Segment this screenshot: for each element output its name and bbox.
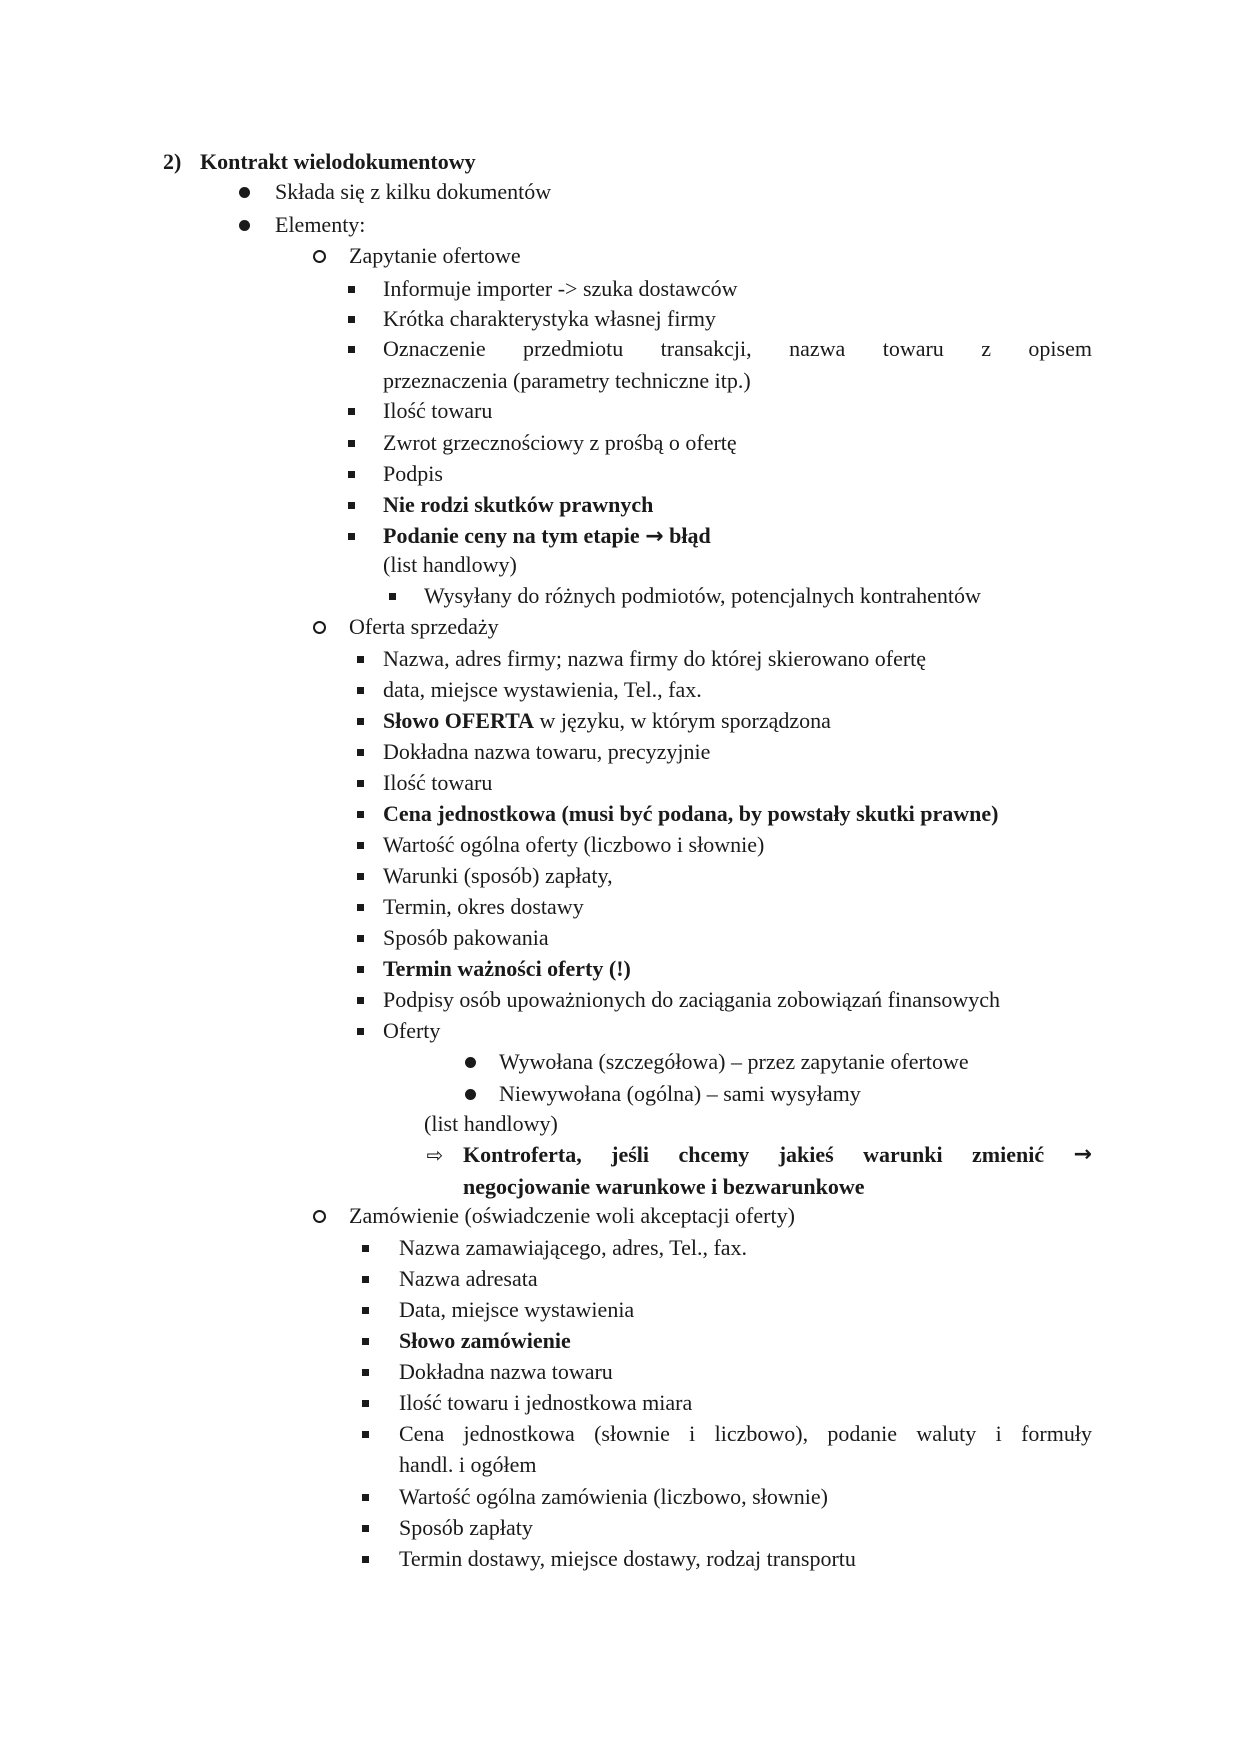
subsection-title: Oferta sprzedaży: [349, 614, 499, 639]
list-item: Podpis: [383, 461, 443, 486]
list-item: Dokładna nazwa towaru: [399, 1359, 613, 1384]
list-item: Składa się z kilku dokumentów: [275, 179, 552, 204]
bullet-square: [362, 1525, 369, 1532]
list-item: Dokładna nazwa towaru, precyzyjnie: [383, 739, 711, 764]
arrow-right-icon: →: [1073, 1142, 1092, 1167]
justified-line: [399, 1419, 1092, 1449]
list-item: Termin dostawy, miejsce dostawy, rodzaj transportu: [399, 1546, 856, 1571]
bullet-square: [348, 286, 355, 293]
bullet-dot: [239, 220, 250, 231]
bullet-square: [362, 1400, 369, 1407]
bullet-square: [348, 440, 355, 447]
note: (list handlowy): [383, 552, 517, 577]
list-item: Informuje importer -> szuka dostawców: [383, 276, 738, 301]
word: towaru: [882, 336, 944, 361]
list-item-continuation: negocjowanie warunkowe i bezwarunkowe: [463, 1174, 865, 1199]
justified-line: [383, 334, 1092, 364]
bullet-square: [357, 966, 364, 973]
text: w języku, w którym sporządzona: [534, 708, 831, 733]
list-item: Nie rodzi skutków prawnych: [383, 492, 654, 517]
list-item-continuation: przeznaczenia (parametry techniczne itp.): [383, 368, 751, 393]
word: (słownie: [594, 1421, 670, 1446]
list-item: Nazwa adresata: [399, 1266, 538, 1291]
bullet-square: [357, 780, 364, 787]
bullet-dot: [465, 1057, 476, 1068]
bullet-circle: [313, 1210, 326, 1223]
bullet-square: [362, 1307, 369, 1314]
list-item: Sposób pakowania: [383, 925, 549, 950]
bullet-square: [357, 656, 364, 663]
word: chcemy: [678, 1142, 750, 1167]
justified-line: [463, 1140, 1092, 1170]
bullet-square: [348, 408, 355, 415]
bullet-square: [357, 935, 364, 942]
list-item: [383, 706, 831, 736]
bullet-circle: [313, 621, 326, 634]
list-item: Wartość ogólna zamówienia (liczbowo, słownie): [399, 1484, 828, 1509]
bullet-square: [357, 904, 364, 911]
word: liczbowo),: [714, 1421, 809, 1446]
bullet-square: [362, 1245, 369, 1252]
list-item: Niewywołana (ogólna) – sami wysyłamy: [499, 1081, 861, 1106]
word: jednostkowa: [463, 1421, 575, 1446]
bold-text: Słowo OFERTA: [383, 708, 535, 733]
bullet-dot: [239, 187, 250, 198]
subsection-title: Zamówienie (oświadczenie woli akceptacji oferty): [349, 1203, 795, 1228]
bullet-square: [362, 1276, 369, 1283]
word: opisem: [1028, 336, 1092, 361]
list-item: Data, miejsce wystawienia: [399, 1297, 635, 1322]
list-item: Cena jednostkowa (musi być podana, by powstały skutki prawne): [383, 801, 999, 826]
bullet-square: [357, 873, 364, 880]
text: Podanie ceny na tym etapie: [383, 523, 640, 548]
list-item: Wartość ogólna oferty (liczbowo i słownie): [383, 832, 765, 857]
word: waluty: [916, 1421, 977, 1446]
bullet-square: [362, 1494, 369, 1501]
list-item: Krótka charakterystyka własnej firmy: [383, 306, 716, 331]
section-number: 2): [163, 149, 182, 174]
bullet-square: [348, 502, 355, 509]
word: nazwa: [789, 336, 846, 361]
word: Cena: [399, 1421, 445, 1446]
word: Kontroferta,: [463, 1142, 582, 1167]
bullet-square: [362, 1556, 369, 1563]
bullet-square: [348, 533, 355, 540]
bullet-square: [357, 687, 364, 694]
bullet-dot: [465, 1089, 476, 1100]
list-item: Termin ważności oferty (!): [383, 956, 631, 981]
word: podanie: [827, 1421, 898, 1446]
list-item: Oferty: [383, 1018, 441, 1043]
list-item: Nazwa zamawiającego, adres, Tel., fax.: [399, 1235, 748, 1260]
list-item-continuation: handl. i ogółem: [399, 1452, 537, 1477]
section-title: Kontrakt wielodokumentowy: [200, 149, 476, 174]
list-item: Elementy:: [275, 212, 366, 237]
list-item: Ilość towaru: [383, 770, 493, 795]
arrow-right-icon: →: [645, 524, 664, 549]
bullet-square: [357, 749, 364, 756]
note: (list handlowy): [424, 1111, 558, 1136]
word: zmienić: [972, 1142, 1045, 1167]
list-item: Podpisy osób upoważnionych do zaciągania zobowiązań finansowych: [383, 987, 1001, 1012]
bullet-square: [357, 811, 364, 818]
list-item: Ilość towaru i jednostkowa miara: [399, 1390, 693, 1415]
word: przedmiotu: [523, 336, 624, 361]
list-item: Zwrot grzecznościowy z prośbą o ofertę: [383, 430, 737, 455]
word: i: [689, 1421, 696, 1446]
word: formuły: [1021, 1421, 1092, 1446]
word: Oznaczenie: [383, 336, 486, 361]
bullet-square: [357, 718, 364, 725]
bullet-square: [389, 593, 396, 600]
bullet-square: [357, 997, 364, 1004]
bullet-square: [362, 1431, 369, 1438]
bullet-square: [348, 316, 355, 323]
bullet-square: [357, 1028, 364, 1035]
list-item: Ilość towaru: [383, 398, 493, 423]
list-item: data, miejsce wystawienia, Tel., fax.: [383, 677, 702, 702]
word: transakcji,: [660, 336, 752, 361]
word: jakieś: [778, 1142, 834, 1167]
arrow-bullet-icon: ⇨: [426, 1143, 444, 1167]
list-item: Słowo zamówienie: [399, 1328, 571, 1353]
word: i: [995, 1421, 1002, 1446]
list-item: [383, 521, 711, 552]
text: błąd: [669, 523, 711, 548]
bullet-square: [357, 842, 364, 849]
list-item: Termin, okres dostawy: [383, 894, 584, 919]
bullet-square: [348, 346, 355, 353]
bullet-square: [362, 1369, 369, 1376]
word: warunki: [863, 1142, 943, 1167]
bullet-square: [348, 471, 355, 478]
word: jeśli: [611, 1142, 650, 1167]
bullet-square: [362, 1338, 369, 1345]
word: z: [981, 336, 991, 361]
subsection-title: Zapytanie ofertowe: [349, 243, 521, 268]
list-item: Nazwa, adres firmy; nazwa firmy do której skierowano ofertę: [383, 646, 927, 671]
bullet-circle: [313, 250, 326, 263]
list-item: Sposób zapłaty: [399, 1515, 533, 1540]
list-item: Wywołana (szczegółowa) – przez zapytanie ofertowe: [499, 1049, 969, 1074]
list-item: Wysyłany do różnych podmiotów, potencjalnych kontrahentów: [424, 583, 981, 608]
list-item: Warunki (sposób) zapłaty,: [383, 863, 613, 888]
